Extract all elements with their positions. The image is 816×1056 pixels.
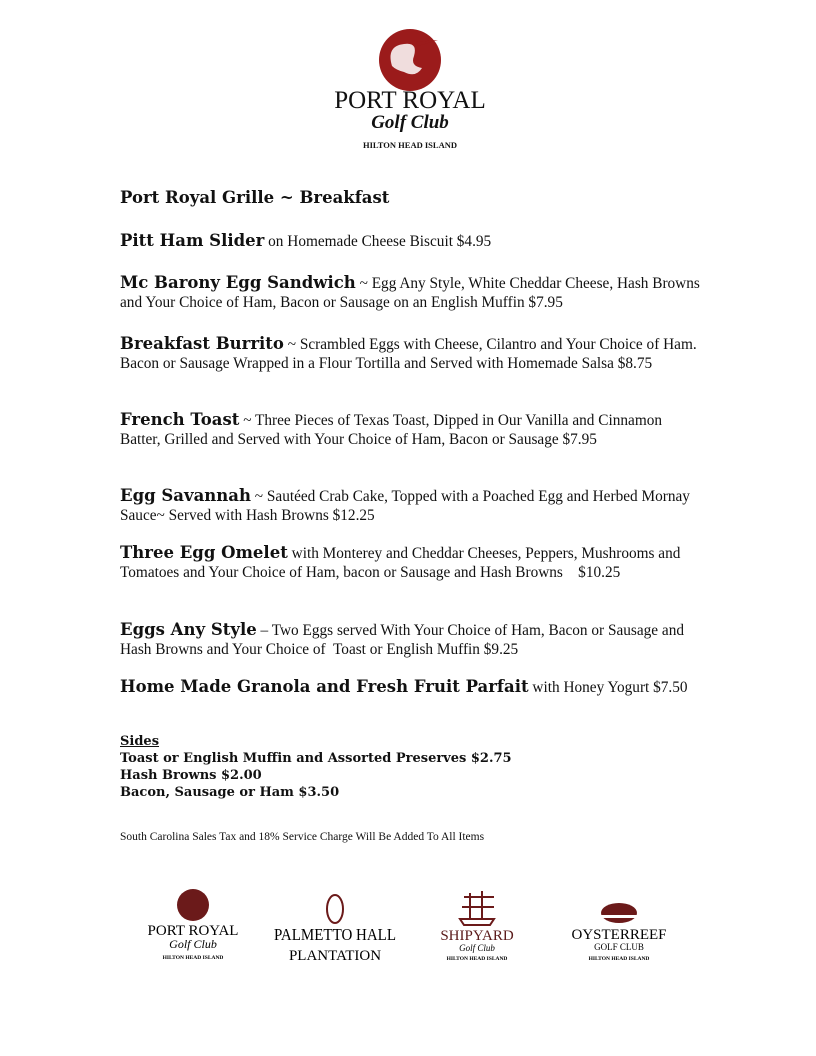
item-desc: ~ Sautéed Crab Cake, Topped with a Poached Egg and Herbed Mornay Sauce~ Served with Hash Browns $12.25 (120, 488, 690, 524)
svg-text:PORT ROYAL: PORT ROYAL (334, 87, 486, 114)
item-desc: with Honey Yogurt $7.50 (528, 679, 688, 696)
svg-text:Golf Club: Golf Club (169, 937, 217, 951)
item-name: French Toast (120, 410, 240, 429)
palmetto-hall-logo (270, 885, 400, 965)
svg-text:Golf Club: Golf Club (371, 112, 449, 133)
svg-text:HILTON HEAD ISLAND: HILTON HEAD ISLAND (362, 140, 458, 150)
item-desc: with Monterey and Cheddar Cheeses, Peppers, Mushrooms and Tomatoes and Your Choice of Ham, bacon or Sausage and Hash Browns $10.25 (120, 545, 684, 581)
menu-item (120, 334, 705, 373)
svg-text:PORT ROYAL: PORT ROYAL (147, 923, 239, 939)
port-royal-logo (320, 26, 500, 152)
svg-text:GOLF CLUB: GOLF CLUB (594, 942, 644, 952)
menu-item (120, 486, 705, 525)
item-desc: ~ Egg Any Style, White Cheddar Cheese, Hash Browns and Your Choice of Ham, Bacon or Sausage on an English Muffin $7.95 (120, 275, 700, 311)
menu-item (120, 543, 705, 582)
footer-logos (122, 885, 690, 965)
item-desc: – Two Eggs served With Your Choice of Ham, Bacon or Sausage and Hash Browns and Your Choice of Toast or English Muffin $9.25 (120, 622, 688, 658)
svg-text:Golf Club: Golf Club (459, 943, 495, 953)
oyster-reef-logo (554, 885, 684, 965)
svg-text:PLANTATION: PLANTATION (288, 948, 382, 964)
side-item: Bacon, Sausage or Ham $3.50 (120, 785, 340, 800)
side-item: Toast or English Muffin and Assorted Preserves $2.75 (120, 751, 512, 766)
sides-heading: Sides (120, 734, 160, 749)
menu-item (120, 231, 705, 251)
tax-note: South Carolina Sales Tax and 18% Service Charge Will Be Added To All Items (120, 831, 485, 843)
item-name: Three Egg Omelet (120, 543, 288, 562)
menu-item (120, 410, 705, 449)
item-name: Pitt Ham Slider (120, 231, 265, 250)
svg-text:HILTON HEAD ISLAND: HILTON HEAD ISLAND (162, 955, 224, 961)
svg-text:PALMETTO HALL: PALMETTO HALL (273, 926, 397, 945)
item-name: Breakfast Burrito (120, 334, 284, 353)
menu-item (120, 273, 705, 312)
svg-text:OYSTERREEF: OYSTERREEF (571, 927, 667, 943)
shipyard-logo (412, 885, 542, 965)
svg-text:SHIPYARD: SHIPYARD (440, 928, 514, 944)
item-name: Mc Barony Egg Sandwich (120, 273, 356, 292)
item-desc: on Homemade Cheese Biscuit $4.95 (264, 233, 492, 250)
side-item: Hash Browns $2.00 (120, 768, 262, 783)
item-desc: ~ Scrambled Eggs with Cheese, Cilantro and Your Choice of Ham. Bacon or Sausage Wrapped in a Flour Tortilla and Served with Homemade Salsa $8.75 (120, 336, 697, 372)
port-royal-footer-logo (128, 885, 258, 965)
menu-item (120, 677, 705, 697)
sides-section (120, 733, 512, 801)
svg-text:HILTON HEAD ISLAND: HILTON HEAD ISLAND (446, 956, 508, 962)
svg-text:HILTON HEAD ISLAND: HILTON HEAD ISLAND (588, 956, 650, 962)
item-name: Home Made Granola and Fresh Fruit Parfait (120, 677, 529, 696)
item-name: Eggs Any Style (120, 620, 257, 639)
menu-title: Port Royal Grille ~ Breakfast (120, 188, 390, 207)
menu-item (120, 620, 705, 659)
item-name: Egg Savannah (120, 486, 251, 505)
item-desc: ~ Three Pieces of Texas Toast, Dipped in Our Vanilla and Cinnamon Batter, Grilled and Served with Your Choice of Ham, Bacon or Sausage $7.95 (120, 412, 663, 448)
